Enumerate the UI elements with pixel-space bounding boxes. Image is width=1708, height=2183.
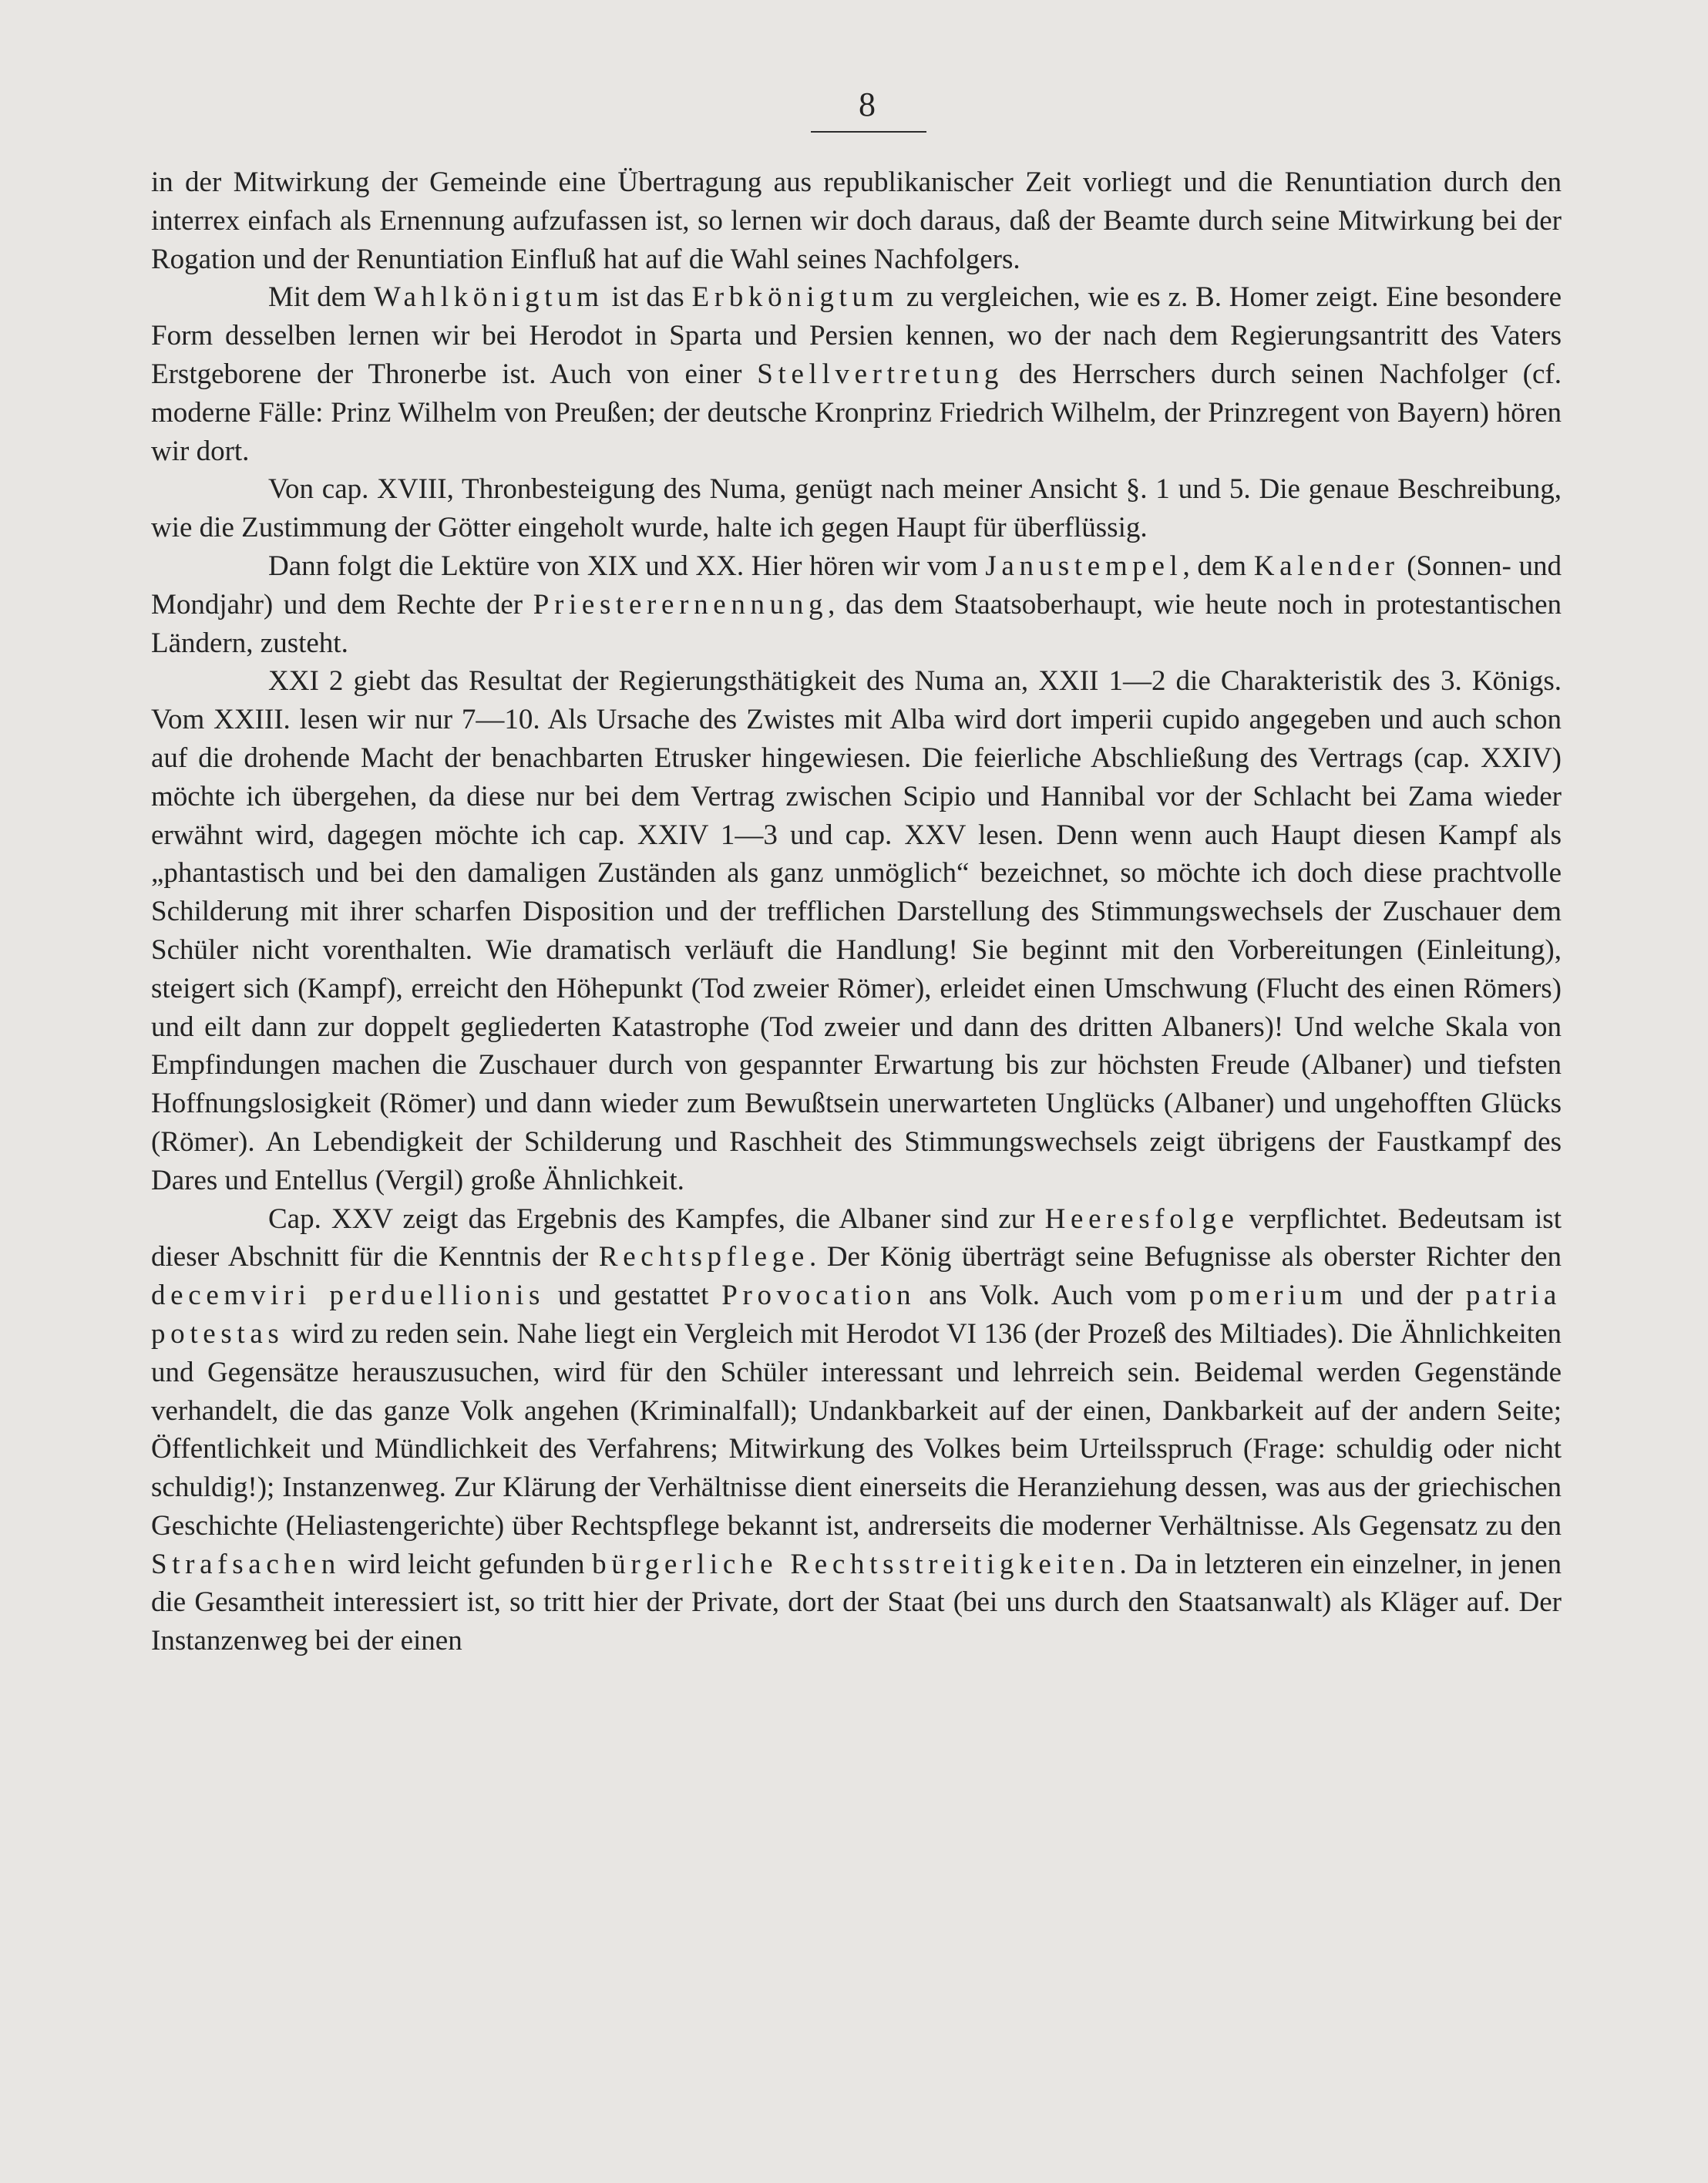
page-number: 8 [859, 86, 876, 123]
spaced-term: Erbkönigtum [691, 281, 899, 314]
text-run: zu vergleichen, wie es z. B. Homer zeigt. Eine besondere Form desselben lernen wir bei Herodot in Sparta und Persien kennen, wo der nach dem Regierungsantritt des Vaters Erstgeborene der Thronerbe ist. Auch von einer [151, 281, 1562, 390]
text-run: , dem [1182, 550, 1254, 582]
spaced-term: Janustempel [985, 550, 1183, 582]
spaced-term: patria potestas [151, 1280, 1562, 1350]
spaced-term: Stellvertretung [757, 358, 1004, 390]
text-run: in der Mitwirkung der Gemeinde eine Übertragung aus republikanischer Zeit vorliegt und die Renuntiation durch den interrex einfach als Ernennung aufzufassen ist, so lernen wir doch daraus, daß der Beamte durch seine Mitwirkung bei der Rogation und der Renuntiation Einfluß hat auf die Wahl seines Nachfolgers. [151, 166, 1562, 275]
paragraph [151, 1200, 1562, 1661]
spaced-term: Rechtspflege [598, 1241, 809, 1273]
text-run: und gestattet [545, 1280, 722, 1312]
spaced-term: bürgerliche Rechtsstreitigkeiten [592, 1548, 1120, 1580]
spaced-term: decemviri perduellionis [151, 1280, 546, 1312]
text-run: des Herrschers durch seinen Nachfolger (cf. moderne Fälle: Prinz Wilhelm von Preußen; der deutsche Kronprinz Friedrich Wilhelm, der Prinzregent von Bayern) hören wir dort. [151, 358, 1562, 467]
text-run: . Der König überträgt seine Befugnisse als oberster Richter den [809, 1241, 1562, 1273]
text-run: verpflichtet. Bedeutsam ist dieser Abschnitt für die Kenntnis der [151, 1202, 1562, 1273]
text-run: XXI 2 giebt das Resultat der Regierungsthätigkeit des Numa an, XXII 1—2 die Charakteristik des 3. Königs. Vom XXIII. lesen wir nur 7—10. Als Ursache des Zwistes mit Alba wird dort imperii cupido angegeben und auch schon auf die drohende Macht der benachbarten Etrusker hingewiesen. Die feierliche Abschließung des Vertrags (cap. XXIV) möchte ich übergehen, da diese nur bei dem Vertrag zwischen Scipio und Hannibal vor der Schlacht bei Zama wieder erwähnt wird, dagegen möchte ich cap. XXIV 1—3 und cap. XXV lesen. Denn wenn auch Haupt diesen Kampf als „phantastisch und bei den damaligen Zuständen als ganz unmöglich“ bezeichnet, so möchte ich doch diese prachtvolle Schilderung mit ihrer scharfen Disposition und der trefflichen Darstellung des Stimmungswechsels der Zuschauer dem Schüler nicht vorenthalten. Wie dramatisch verläuft die Handlung! Sie beginnt mit den Vorbereitungen (Einleitung), steigert sich (Kampf), erreicht den Höhepunkt (Tod zweier Römer), erleidet einen Umschwung (Flucht des einen Römers) und eilt dann zur doppelt gegliederten Katastrophe (Tod zweier und dann des dritten Albaners)! Und welche Skala von Empfindungen machen die Zuschauer durch von gespannter Erwartung bis zur höchsten Freude (Albaner) und tiefsten Hoffnungslosigkeit (Römer) und dann wieder zum Bewußtsein unerwarteten Unglücks (Albaner) und ungehofften Glücks (Römer). An Lebendigkeit der Schilderung und Raschheit des Stimmungswechsels zeigt übrigens der Faustkampf des Dares und Entellus (Vergil) große Ähnlichkeit. [151, 665, 1562, 1196]
text-run: Mit dem [268, 281, 374, 314]
paragraph [151, 547, 1562, 662]
text-run: (Sonnen- und Mondjahr) und dem Rechte der [151, 550, 1562, 621]
text-run: Dann folgt die Lektüre von XIX und XX. Hier hören wir vom [268, 550, 986, 582]
text-run: , das dem Staatsoberhaupt, wie heute noch in protestantischen Ländern, zusteht. [151, 588, 1562, 659]
text-run: Cap. XXV zeigt das Ergebnis des Kampfes, die Albaner sind zur [268, 1202, 1045, 1235]
paragraph [151, 163, 1562, 278]
spaced-term: Strafsachen [151, 1548, 341, 1580]
spaced-term: Kalender [1253, 550, 1400, 582]
spaced-term: Wahlkönigtum [373, 281, 604, 314]
page-number-rule [811, 131, 926, 133]
text-run: ist das [604, 281, 692, 314]
text-run: wird leicht gefunden [340, 1548, 593, 1580]
paragraph [151, 662, 1562, 1199]
paragraph [151, 470, 1562, 547]
spaced-term: Heeresfolge [1044, 1202, 1239, 1235]
spaced-term: pomerium [1189, 1280, 1348, 1312]
text-run: Von cap. XVIII, Thronbesteigung des Numa, genügt nach meiner Ansicht §. 1 und 5. Die genaue Beschreibung, wie die Zustimmung der Götter eingeholt wurde, halte ich gegen Haupt für überflüssig. [151, 473, 1562, 544]
text-run: und der [1347, 1280, 1466, 1312]
text-run: ans Volk. Auch vom [916, 1280, 1190, 1312]
spaced-term: Priesterernennung [533, 588, 829, 621]
text-run: wird zu reden sein. Nahe liegt ein Vergleich mit Herodot VI 136 (der Prozeß des Miltiades). Die Ähnlichkeiten und Gegensätze herauszusuchen, wird für den Schüler interessant und lehrreich sein. Beidemal werden Gegenstände verhandelt, die das ganze Volk angehen (Kriminalfall); Undankbarkeit auf der einen, Dankbarkeit auf der andern Seite; Öffentlichkeit und Mündlichkeit des Verfahrens; Mitwirkung des Volkes beim Urteilsspruch (Frage: schuldig oder nicht schuldig!); Instanzenweg. Zur Klärung der Verhältnisse dient einerseits die Heranziehung dessen, was aus der griechischen Geschichte (Heliastengerichte) über Rechtspflege bekannt ist, andrerseits die moderner Verhältnisse. Als Gegensatz zu den [151, 1317, 1562, 1542]
text-run: . Da in letzteren ein einzelner, in jenen die Gesamtheit interessiert ist, so tritt hier der Private, dort der Staat (bei uns durch den Staatsanwalt) als Kläger auf. Der Instanzenweg bei der einen [151, 1548, 1562, 1657]
paragraph [151, 278, 1562, 470]
spaced-term: Provocation [721, 1280, 916, 1312]
body-text [151, 163, 1562, 1660]
